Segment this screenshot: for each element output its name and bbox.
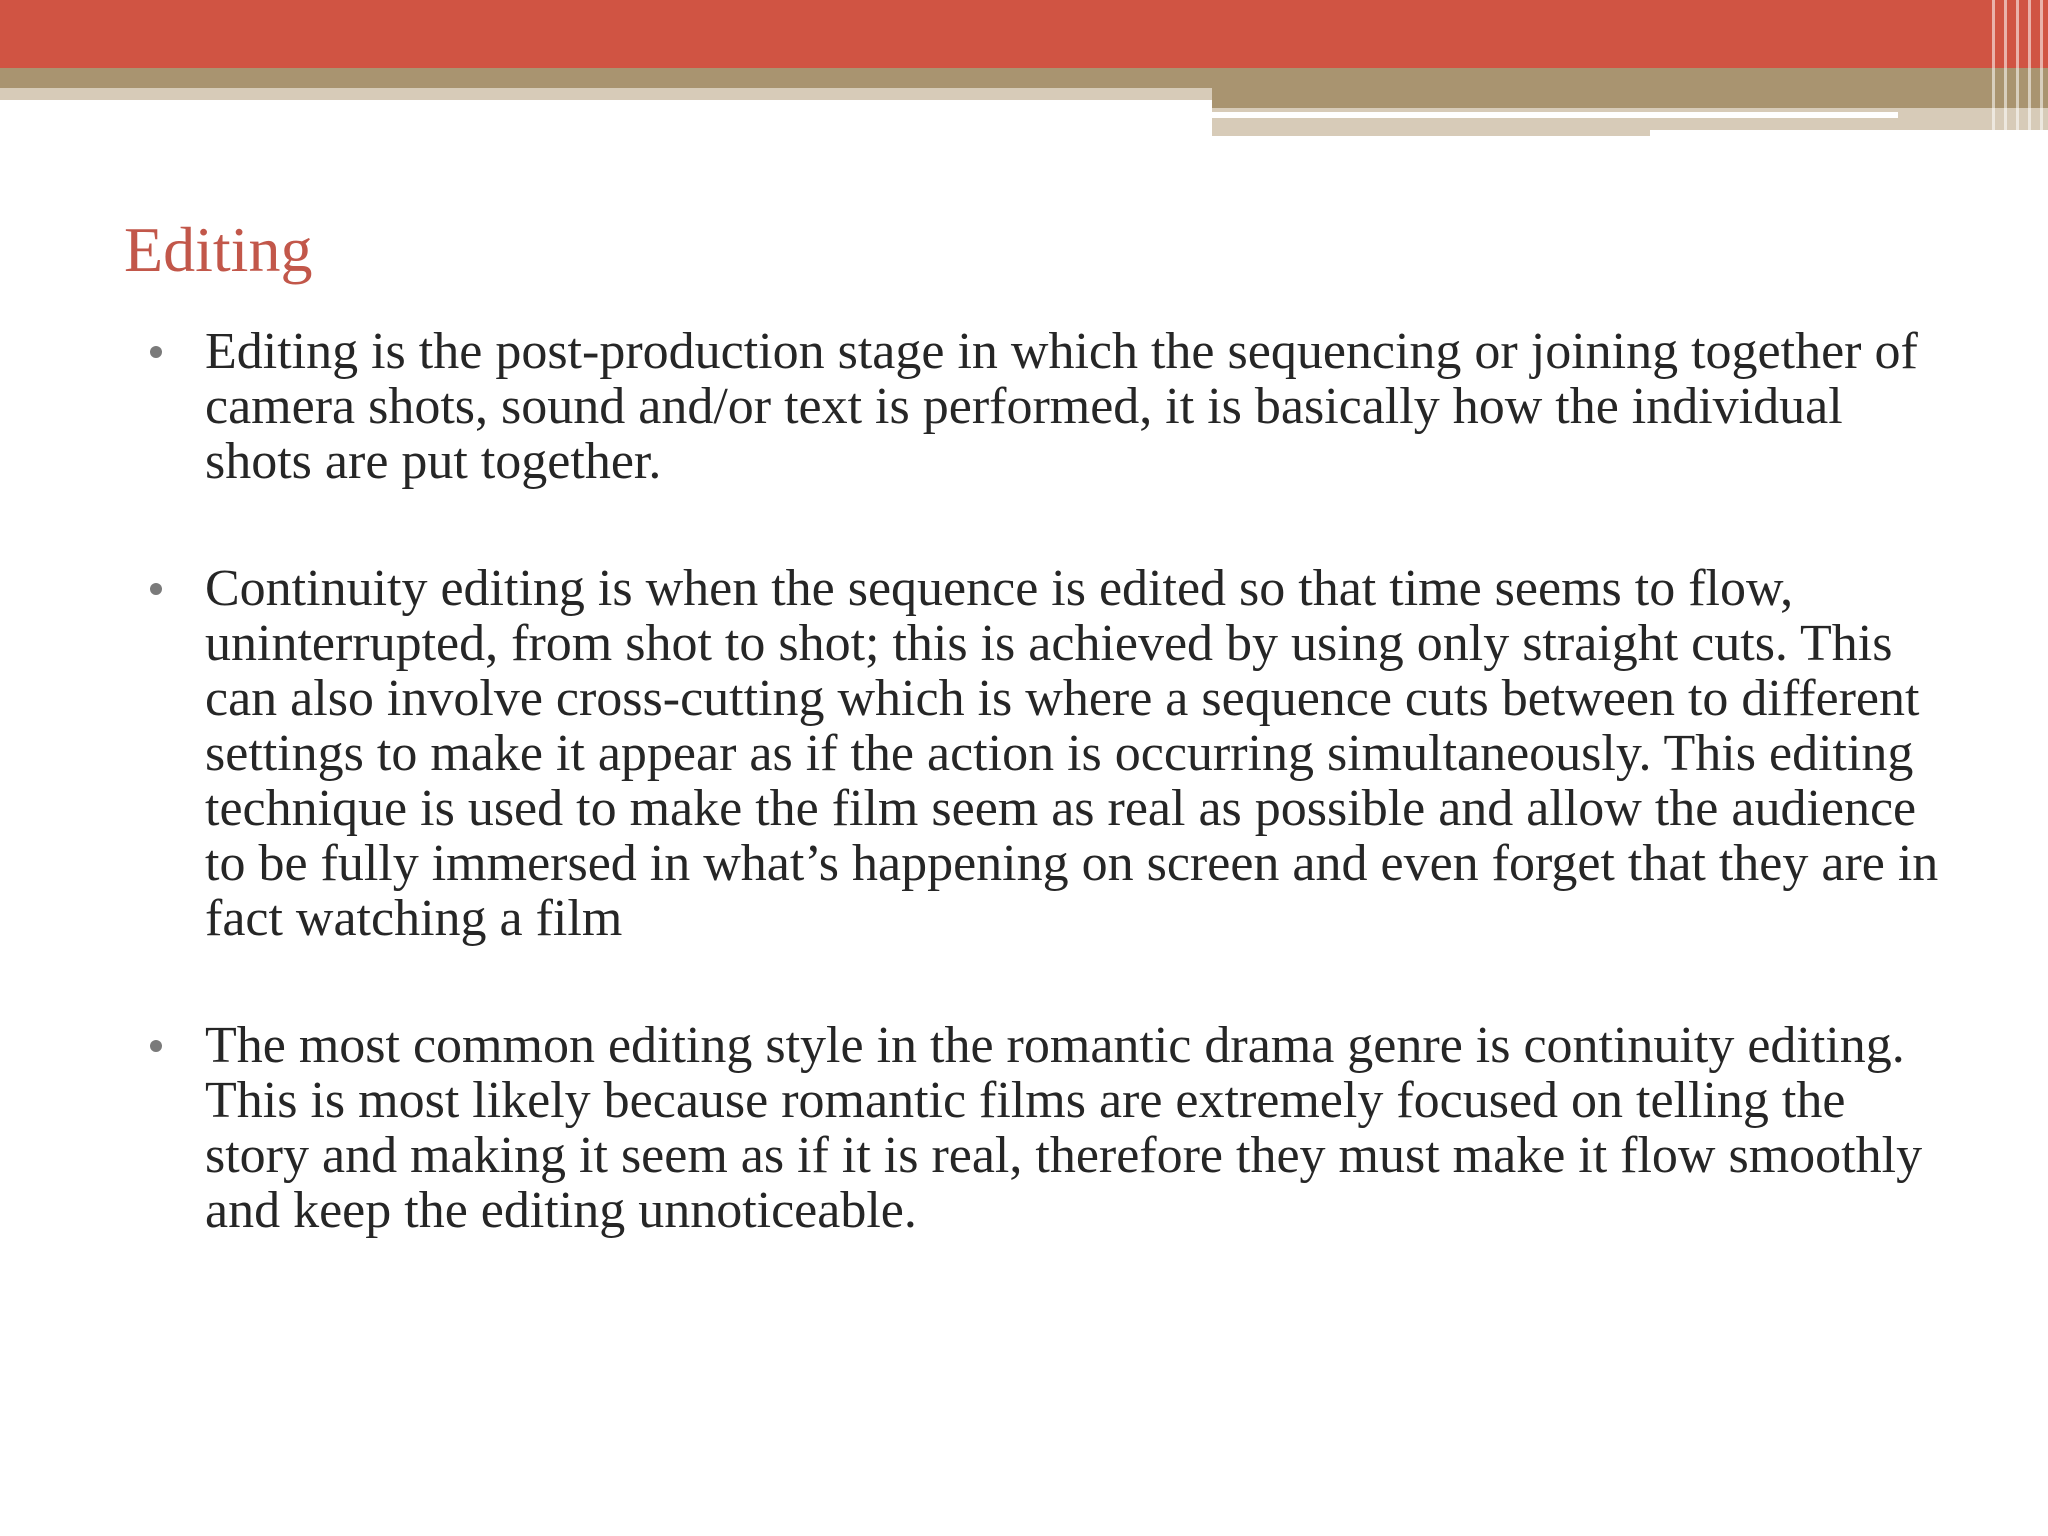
bullet-dot-icon <box>150 346 162 358</box>
header-white-line <box>1212 112 1898 118</box>
bullet-text: Editing is the post-production stage in which the sequencing or joining together of camera shots, sound and/or text is performed, it is basically how the individual shots are put together. <box>205 323 1918 490</box>
bullet-list <box>140 324 1940 1310</box>
header-red-bar <box>0 0 2048 68</box>
bullet-item <box>140 561 1940 946</box>
bullet-text: The most common editing style in the romantic drama genre is continuity editing. This is most likely because romantic films are extremely focused on telling the story and making it seem as if it is real, therefore they must make it flow smoothly and keep the editing unnoticeable. <box>205 1017 1923 1239</box>
bullet-item <box>140 1018 1940 1238</box>
bullet-dot-icon <box>150 583 162 595</box>
header-white-line <box>1650 130 2048 136</box>
bullet-text: Continuity editing is when the sequence is edited so that time seems to flow, uninterrupted, from shot to shot; this is achieved by using only straight cuts. This can also involve cross-cutting which is where a sequence cuts between to different settings to make it appear as if the action is occurring simultaneously. This editing technique is used to make the film seem as real as possible and allow the audience to be fully immersed in what’s happening on screen and even forget that they are in fact watching a film <box>205 560 1939 947</box>
header-tan-bar-right <box>1212 68 2048 108</box>
header-tan-bar-left <box>0 68 1212 88</box>
header-edge-stripes <box>1992 0 2048 138</box>
bullet-item <box>140 324 1940 489</box>
bullet-dot-icon <box>150 1040 162 1052</box>
slide-title: Editing <box>124 214 313 285</box>
header-light-bar-left <box>0 88 1212 100</box>
